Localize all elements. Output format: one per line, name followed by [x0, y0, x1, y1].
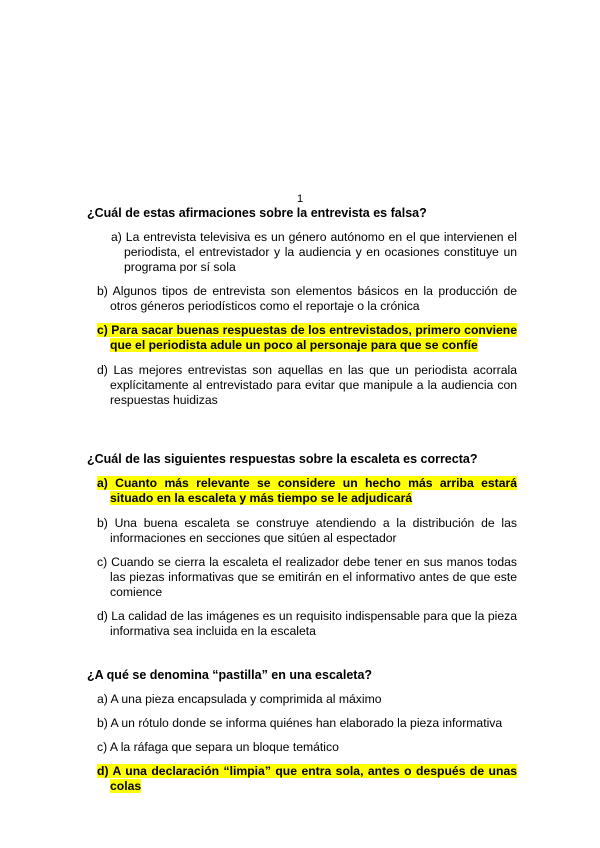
- option-c-highlighted: [87, 323, 517, 353]
- option-c: c) Cuando se cierra la escaleta el realizador debe tener en sus manos todas las piezas informativas que se emitirán en el informativo antes de que este comience: [97, 555, 517, 599]
- option-a-highlighted: [87, 476, 517, 506]
- question-text: ¿A qué se denomina “pastilla” en una escaleta?: [87, 668, 373, 682]
- option-a: a) A una pieza encapsulada y comprimida al máximo: [97, 692, 382, 706]
- option-c: c) A la ráfaga que separa un bloque temático: [97, 740, 339, 754]
- question-text: ¿Cuál de las siguientes respuestas sobre la escaleta es correcta?: [87, 452, 478, 466]
- highlighted-answer: d) A una declaración “limpia” que entra sola, antes o después de unas colas: [97, 764, 517, 793]
- question-2: [87, 452, 517, 648]
- question-3: [87, 668, 517, 803]
- highlighted-answer: c) Para sacar buenas respuestas de los entrevistados, primero conviene que el periodista adule un poco al personaje para que se confíe: [97, 323, 517, 352]
- highlighted-answer: a) Cuanto más relevante se considere un hecho más arriba estará situado en la escaleta y más tiempo se le adjudicará: [97, 476, 517, 505]
- option-b: b) Una buena escaleta se construye atendiendo a la distribución de las informaciones en secciones que sitúen al espectador: [97, 516, 517, 545]
- option-a: a) La entrevista televisiva es un género autónomo en el que intervienen el periodista, el entrevistador y la audiencia y en ocasiones constituye un programa por sí sola: [111, 230, 517, 274]
- page-number: 1: [296, 193, 304, 205]
- option-b: b) A un rótulo donde se informa quiénes han elaborado la pieza informativa: [97, 716, 503, 730]
- option-d-highlighted: [87, 764, 517, 794]
- question-1: [87, 206, 517, 417]
- option-b: b) Algunos tipos de entrevista son elementos básicos en la producción de otros géneros periodísticos como el reportaje o la crónica: [97, 284, 517, 313]
- option-d: d) Las mejores entrevistas son aquellas en las que un periodista acorrala explícitamente al entrevistado para evitar que manipule a la audiencia con respuestas huidizas: [97, 363, 517, 407]
- option-d: d) La calidad de las imágenes es un requisito indispensable para que la pieza informativa sea incluida en la escaleta: [97, 609, 517, 638]
- question-text: ¿Cuál de estas afirmaciones sobre la entrevista es falsa?: [87, 206, 427, 220]
